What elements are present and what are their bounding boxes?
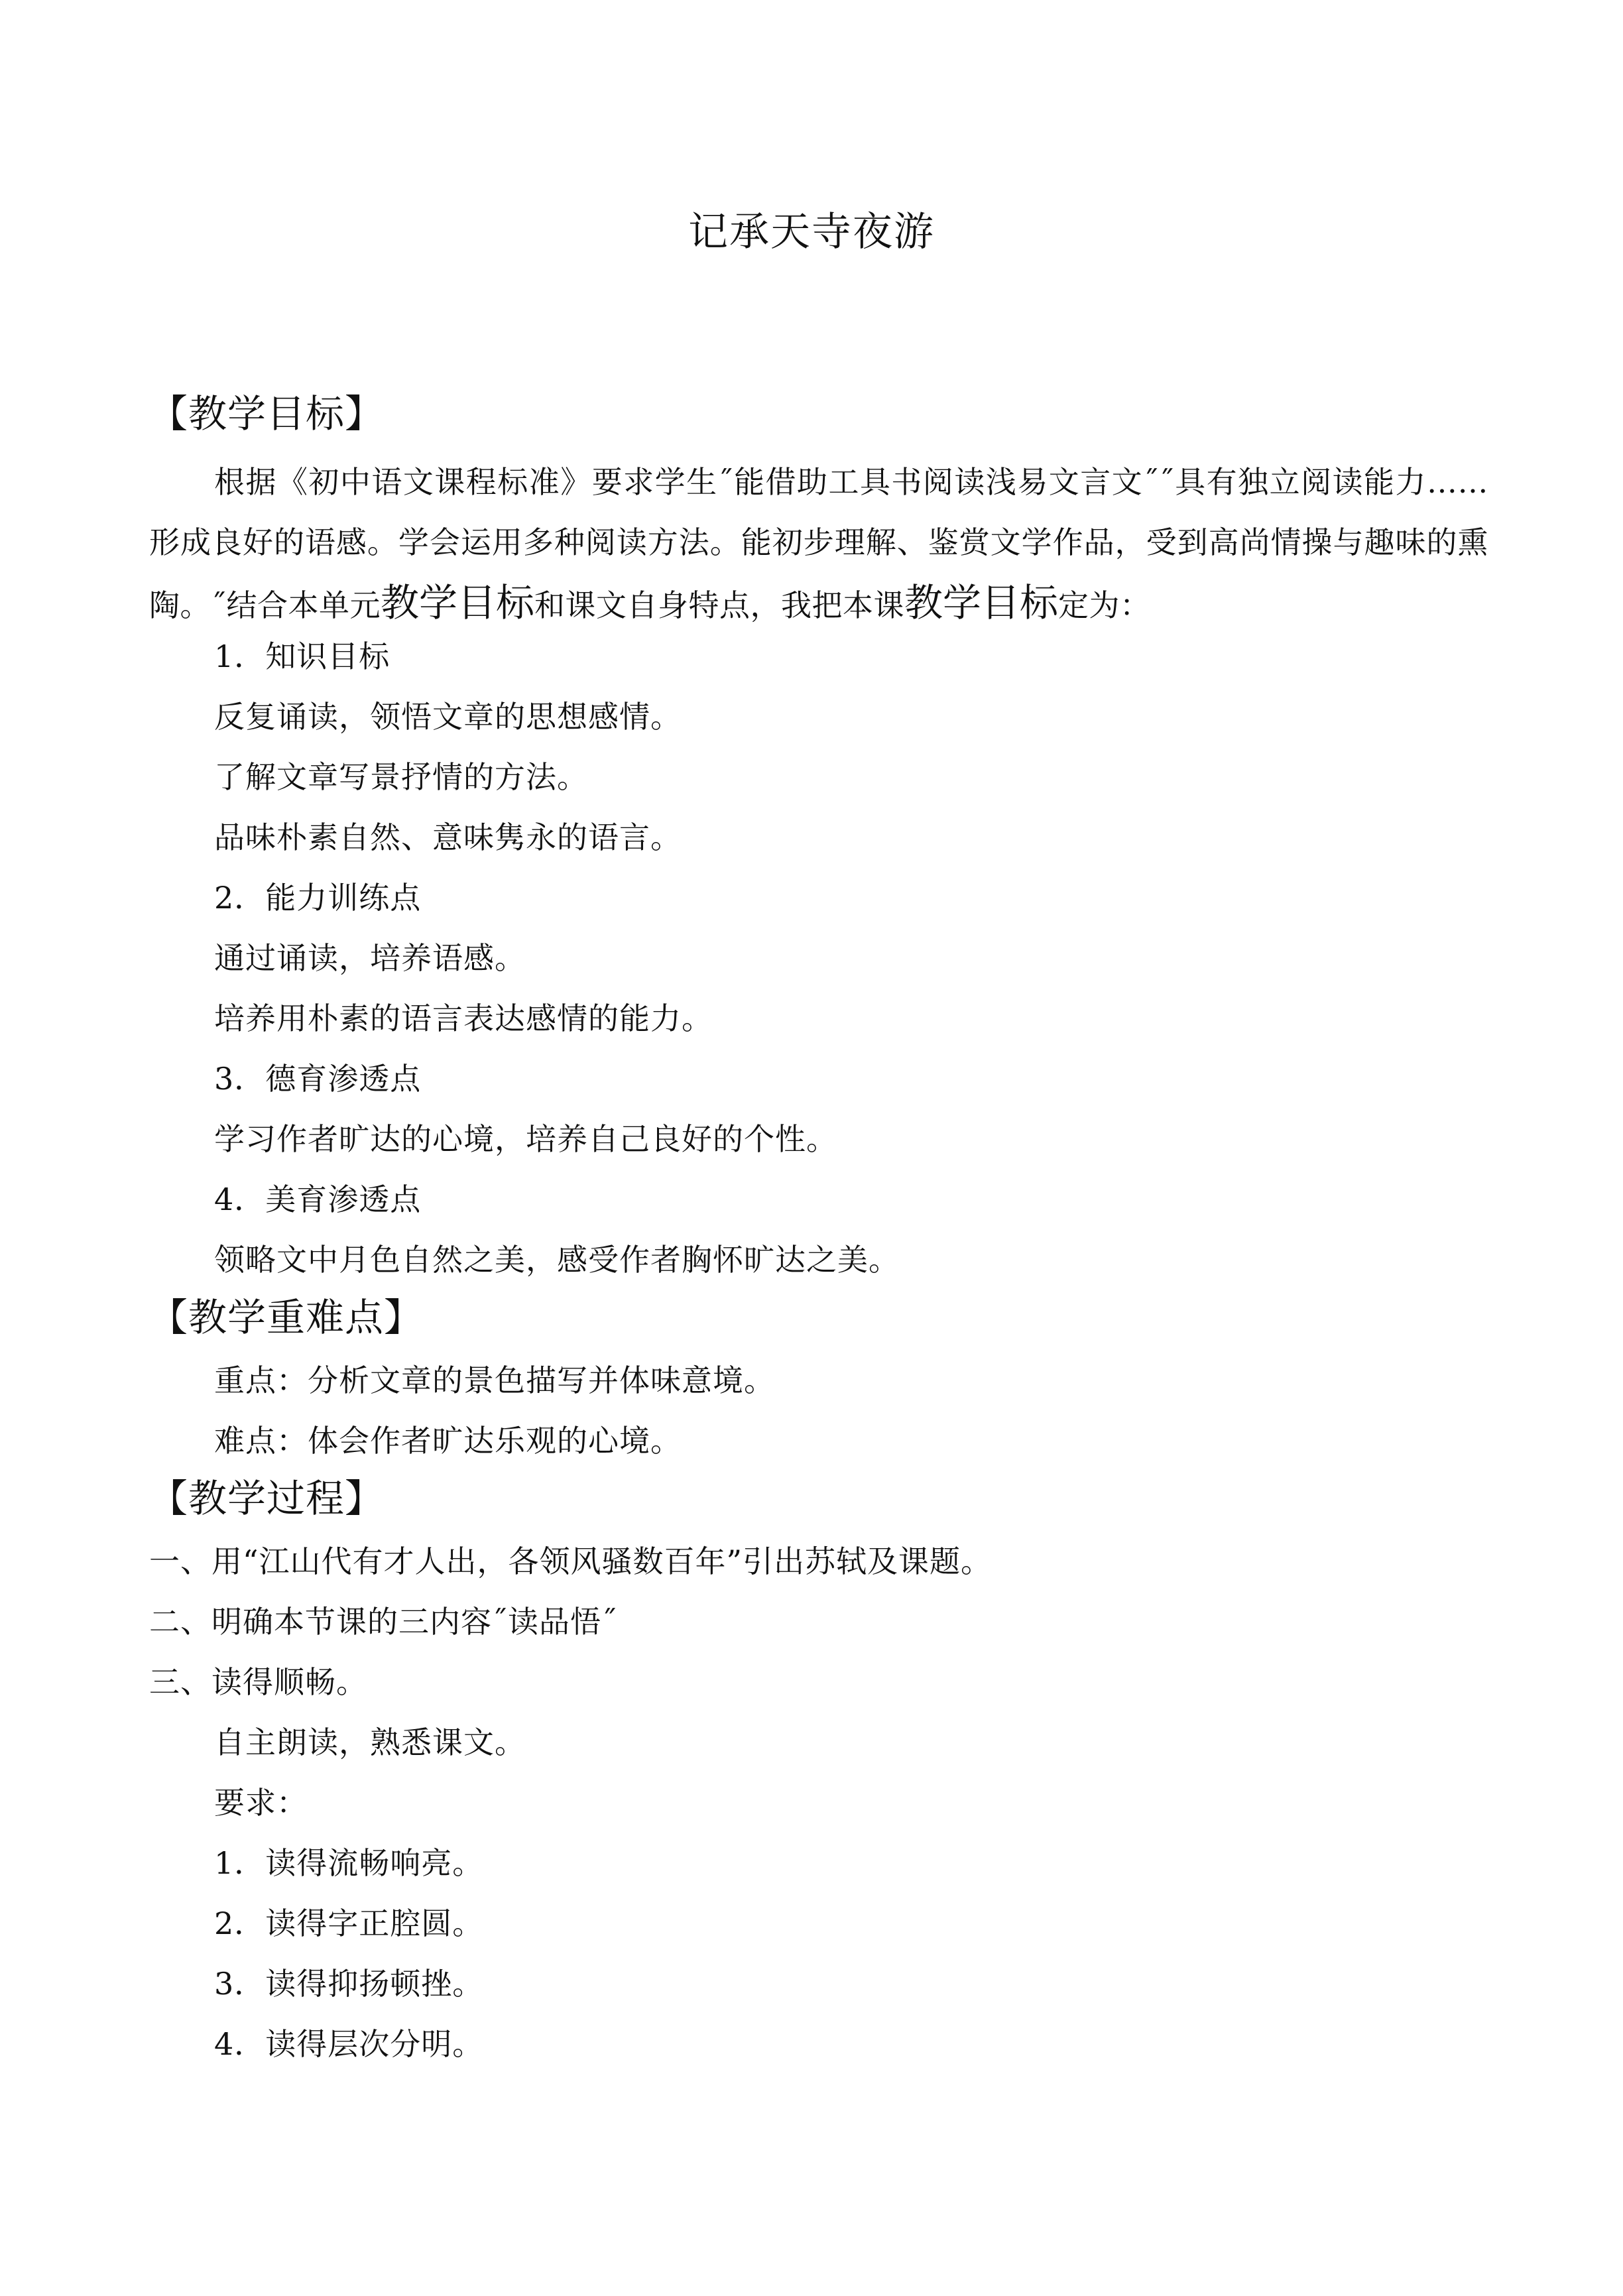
objective-knowledge-heading: 1．知识目标 [214, 638, 391, 674]
document-title: 记承天寺夜游 [688, 209, 935, 255]
objective-line: 通过诵读，培养语感。 [214, 940, 526, 976]
process-step: 二、明确本节课的三内容˝读品悟˝ [149, 1604, 617, 1640]
objective-line: 了解文章写景抒情的方法。 [214, 759, 588, 795]
objective-line: 反复诵读，领悟文章的思想感情。 [214, 699, 682, 735]
process-sub-line: 要求： [214, 1785, 308, 1821]
process-sub-line: 自主朗读，熟悉课文。 [214, 1724, 526, 1760]
section-heading-key-points: 【教学重难点】 [149, 1295, 424, 1340]
intro-emphasis-1: 教学目标 [381, 580, 535, 625]
difficult-point-line: 难点：体会作者旷达乐观的心境。 [214, 1423, 682, 1459]
objective-ability-heading: 2．能力训练点 [214, 880, 422, 916]
objective-line: 品味朴素自然、意味隽永的语言。 [214, 819, 682, 855]
process-sub-line: 2．读得字正腔圆。 [214, 1905, 484, 1941]
intro-text-part3: 定为： [1058, 587, 1151, 623]
section-heading-process: 【教学过程】 [149, 1476, 385, 1521]
intro-text-part1: 根据《初中语文课程标准》要求学生˝能借助工具书阅读浅易文言文˝˝具有独立阅读能力……形成良好的语感。学会运用多种阅读方法。能初步理解、鉴赏文学作品，受到高尚情操与趣味的熏陶。˝结合本单元 [149, 464, 1488, 623]
objective-aesthetic-heading: 4．美育渗透点 [214, 1181, 422, 1217]
objective-line: 领略文中月色自然之美，感受作者胸怀旷达之美。 [214, 1242, 900, 1278]
objectives-intro-paragraph [149, 452, 1488, 636]
section-heading-objectives: 【教学目标】 [149, 391, 385, 436]
process-step: 一、用“江山代有才人出，各领风骚数百年”引出苏轼及课题。 [149, 1543, 992, 1579]
process-sub-line: 1．读得流畅响亮。 [214, 1845, 484, 1881]
objective-line: 学习作者旷达的心境，培养自己良好的个性。 [214, 1121, 837, 1157]
intro-text-part2: 和课文自身特点，我把本课 [534, 587, 905, 623]
intro-emphasis-2: 教学目标 [904, 580, 1059, 625]
process-sub-line: 4．读得层次分明。 [214, 2026, 484, 2062]
key-point-line: 重点：分析文章的景色描写并体味意境。 [214, 1362, 775, 1398]
process-sub-line: 3．读得抑扬顿挫。 [214, 1966, 484, 2002]
process-step: 三、读得顺畅。 [149, 1664, 367, 1700]
objective-line: 培养用朴素的语言表达感情的能力。 [214, 1000, 713, 1036]
objective-moral-heading: 3．德育渗透点 [214, 1061, 422, 1097]
